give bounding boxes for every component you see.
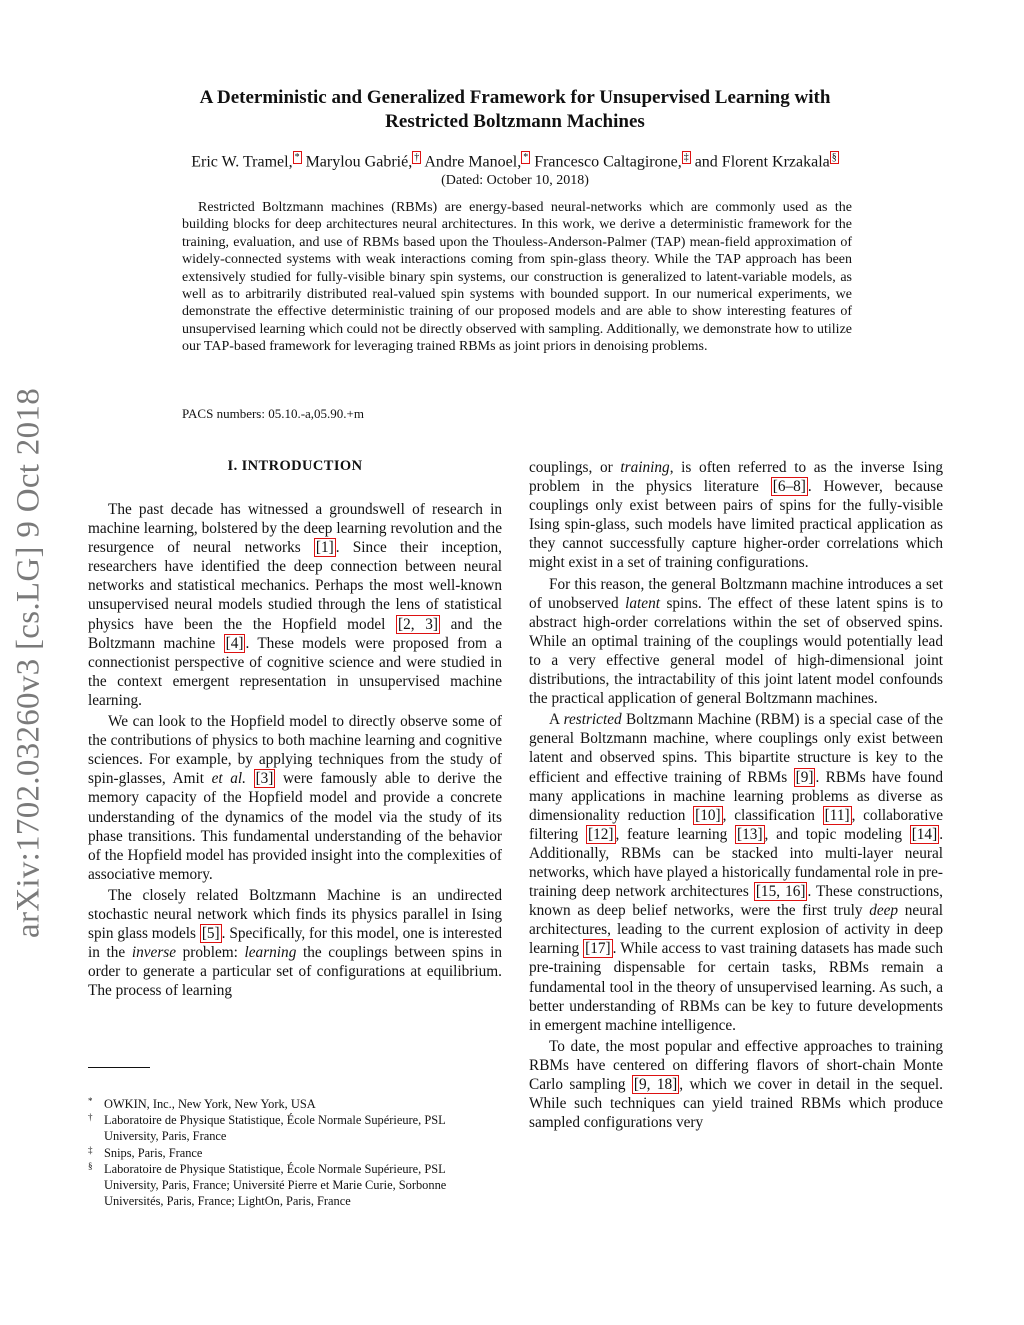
footnote — [88, 1112, 502, 1144]
author-list — [120, 152, 910, 171]
text-run: . Additionally, RBMs can be stacked into multi-layer neural networks, which have played a historically fundamental role in pre-training deep network architectures — [529, 825, 944, 901]
affiliation-link[interactable]: * — [523, 152, 529, 163]
emphasis: deep — [869, 902, 899, 920]
text-run: . RBMs have found many applications in machine learning problems as diverse as dimensionality reduction — [529, 768, 943, 824]
text-run: To date, the most popular and effective approaches to training RBMs have centered on differing flavors of short-chain Monte Carlo sampling — [529, 1037, 943, 1093]
footnote-text: Laboratoire de Physique Statistique, École Normale Supérieure, PSL University, Paris, France; Université Pierre et Marie Curie, Sorbonne Universités, Paris, France; LightOn, Paris, France — [104, 1161, 447, 1209]
emphasis: et al. — [211, 770, 246, 788]
text-run: . However, because couplings only exist between pairs of spins for the fully-visible Ising spin-glass, such models have limited practical application as they cannot successfully capture higher-order correlations which might exist in a set of training configurations. — [529, 478, 944, 572]
footnote — [88, 1161, 502, 1210]
text-run: , is often referred to as the inverse Ising problem in the physics literature — [529, 459, 943, 496]
footnote-rule — [88, 1067, 150, 1068]
citation-link[interactable]: [3] — [255, 770, 274, 788]
text-run: . Specifically, for this model, one is interested in the — [88, 925, 502, 962]
footnote-text: OWKIN, Inc., New York, New York, USA — [104, 1097, 316, 1111]
affiliation-link[interactable]: † — [414, 152, 420, 163]
affiliation-link[interactable]: * — [294, 152, 300, 163]
text-run: , collaborative filtering — [529, 806, 943, 843]
pacs-numbers: PACS numbers: 05.10.-a,05.90.+m — [182, 406, 364, 421]
footnote-text: Laboratoire de Physique Statistique, École Normale Supérieure, PSL University, Paris, France — [104, 1113, 446, 1144]
text-run: and the Boltzmann machine — [88, 615, 502, 652]
citation-link[interactable]: [2, 3] — [398, 615, 438, 633]
text-run: The closely related Boltzmann Machine is an undirected stochastic neural network which finds its physics parallel in Ising spin glass models — [88, 886, 502, 943]
citation-link[interactable]: [17] — [585, 940, 611, 958]
text-run — [246, 770, 254, 787]
date-line: (Dated: October 10, 2018) — [441, 173, 589, 188]
citation-link[interactable]: [15, 16] — [755, 883, 806, 901]
text-run: A — [549, 711, 564, 729]
footnote-text: Snips, Paris, France — [104, 1145, 203, 1160]
citation-link[interactable]: [13] — [737, 825, 763, 843]
title-line-1: A Deterministic and Generalized Framework for Unsupervised Learning with — [199, 87, 831, 108]
footnote-mark: * — [88, 1096, 93, 1106]
footnote — [88, 1096, 502, 1112]
citation-link[interactable]: [10] — [695, 806, 721, 824]
text-run: were famously able to derive the memory capacity of the Hopfield model and provide a concrete understanding of the dynamics of the model via the study of its phase transitions. This fundamental understanding of the behavior of the Hopfield model has provided insight into the complexities of associative memory. — [88, 770, 502, 883]
text-run: spins. The effect of these latent spins is to abstract high-order correlations within the set of observed spins. While an optimal training of the couplings would potentially lead to a very effective general model of high-dimensional joint distributions, the intractability of this joint latent model confounds the practical application of general Boltzmann machines. — [529, 594, 943, 708]
right-column — [529, 458, 943, 1132]
paragraph — [529, 575, 943, 709]
emphasis: latent — [625, 594, 660, 612]
author-name: Eric W. Tramel, — [191, 153, 293, 171]
emphasis: inverse — [131, 944, 177, 962]
text-run: For this reason, the general Boltzmann machine introduces a set of unobserved — [529, 575, 943, 612]
text-run: Boltzmann Machine (RBM) is a special case of the general Boltzmann machine, where couplings only exist between latent and observed spins. This bipartite structure is key to the efficient and effective training of RBMs — [529, 711, 943, 786]
arxiv-identifier[interactable]: arXiv:1702.03260v3 [cs.LG] 9 Oct 2018 — [10, 387, 47, 938]
text-run: . These constructions, known as deep belief networks, were the first truly — [529, 883, 943, 920]
text-run: the couplings between spins in order to generate a particular set of configurations at equilibrium. The process of learning — [88, 944, 502, 1000]
arxiv-stamp — [4, 365, 54, 960]
text-run: , and topic modeling — [764, 825, 910, 843]
text-run: couplings, or — [529, 459, 621, 476]
text-run: . These models were proposed from a connectionist perspective of cognitive science and were studied in the context emergent representation in unsupervised machine learning. — [88, 634, 503, 709]
paragraph — [88, 886, 502, 1001]
author-name: Francesco Caltagirone, — [534, 153, 682, 171]
text-run: problem: — [176, 944, 245, 962]
text-run: neural architectures, leading to the current explosion of activity in deep learning — [529, 902, 943, 958]
paper-title — [120, 86, 910, 134]
text-run: We can look to the Hopfield model to directly observe some of the contributions of physics to both machine learning and cognitive sciences. For example, by applying techniques from the study of spin-glasses, Amit — [88, 713, 502, 788]
emphasis: training — [620, 459, 670, 476]
footnote — [88, 1145, 502, 1161]
citation-link[interactable]: [11] — [824, 806, 850, 824]
text-run: , feature learning — [615, 825, 736, 843]
abstract: Restricted Boltzmann machines (RBMs) are energy-based neural-networks which are commonly used as the building blocks for deep architectures neural architectures. In this work, we derive a deterministic framework for the training, evaluation, and use of RBMs based upon the Thouless-Anderson-Palmer (TAP) mean-field approximation of widely-connected systems with weak interactions coming from spin-glass theory. While the TAP approach has been extensively studied for fully-visible binary spin systems, our construction is generalized to latent-variable models, as well as to arbitrarily distributed real-valued spin systems with bounded support. In our numerical experiments, we demonstrate the effective deterministic training of our proposed models and are able to show interesting features of unsupervised learning which could not be directly observed with sampling. Additionally, we demonstrate how to utilize our TAP-based framework for leveraging trained RBMs as joint priors in denoising problems. — [182, 200, 852, 355]
author-name: Andre Manoel, — [424, 153, 522, 171]
paragraph — [529, 710, 943, 1035]
title-line-2: Restricted Boltzmann Machines — [385, 111, 645, 132]
section-heading-introduction: I. INTRODUCTION — [227, 458, 363, 474]
citation-link[interactable]: [6–8] — [772, 478, 806, 496]
footnote-mark: ‡ — [88, 1144, 93, 1155]
paragraph — [529, 458, 943, 573]
affiliation-link[interactable]: ‡ — [683, 152, 689, 163]
text-run: The past decade has witnessed a groundswell of research in machine learning, bolstered by the deep learning revolution and the resurgence of neural networks — [88, 501, 502, 557]
emphasis: restricted — [563, 711, 622, 729]
text-run: . Since their inception, researchers have identified the deep connection between neural networks and statistical mechanics. Perhaps the most well-known unsupervised neural models studied through the lens of statistical physics have been the the Hopfield model — [88, 539, 503, 633]
citation-link[interactable]: [9] — [795, 768, 814, 786]
paragraph — [88, 500, 502, 710]
author-name: and Florent Krzakala — [694, 153, 830, 171]
citation-link[interactable]: [9, 18] — [633, 1076, 678, 1093]
footnote-mark: § — [88, 1160, 93, 1171]
author-name: Marylou Gabrié, — [305, 153, 413, 171]
text-run: , classification — [722, 806, 823, 824]
text-run: , which we cover in detail in the sequel. While such techniques can yield trained RBMs which produce sampled configurations very — [529, 1076, 943, 1132]
footnote-mark: † — [88, 1112, 93, 1123]
citation-link[interactable]: [14] — [911, 825, 938, 843]
citation-link[interactable]: [1] — [315, 539, 334, 557]
footnotes — [88, 1096, 502, 1209]
emphasis: learning — [244, 944, 297, 962]
paragraph — [88, 712, 502, 884]
citation-link[interactable]: [5] — [201, 925, 220, 943]
paragraph — [529, 1037, 943, 1132]
text-run: . While access to vast training datasets has made such pre-training dispensable for certain tasks, RBMs remain a fundamental tool in the theory of unsupervised learning. As such, a better understanding of RBMs can be key to future developments in emergent machine intelligence. — [529, 940, 943, 1034]
citation-link[interactable]: [12] — [588, 825, 614, 843]
citation-link[interactable]: [4] — [225, 634, 244, 652]
left-column — [88, 500, 502, 1000]
affiliation-link[interactable]: § — [831, 152, 837, 163]
